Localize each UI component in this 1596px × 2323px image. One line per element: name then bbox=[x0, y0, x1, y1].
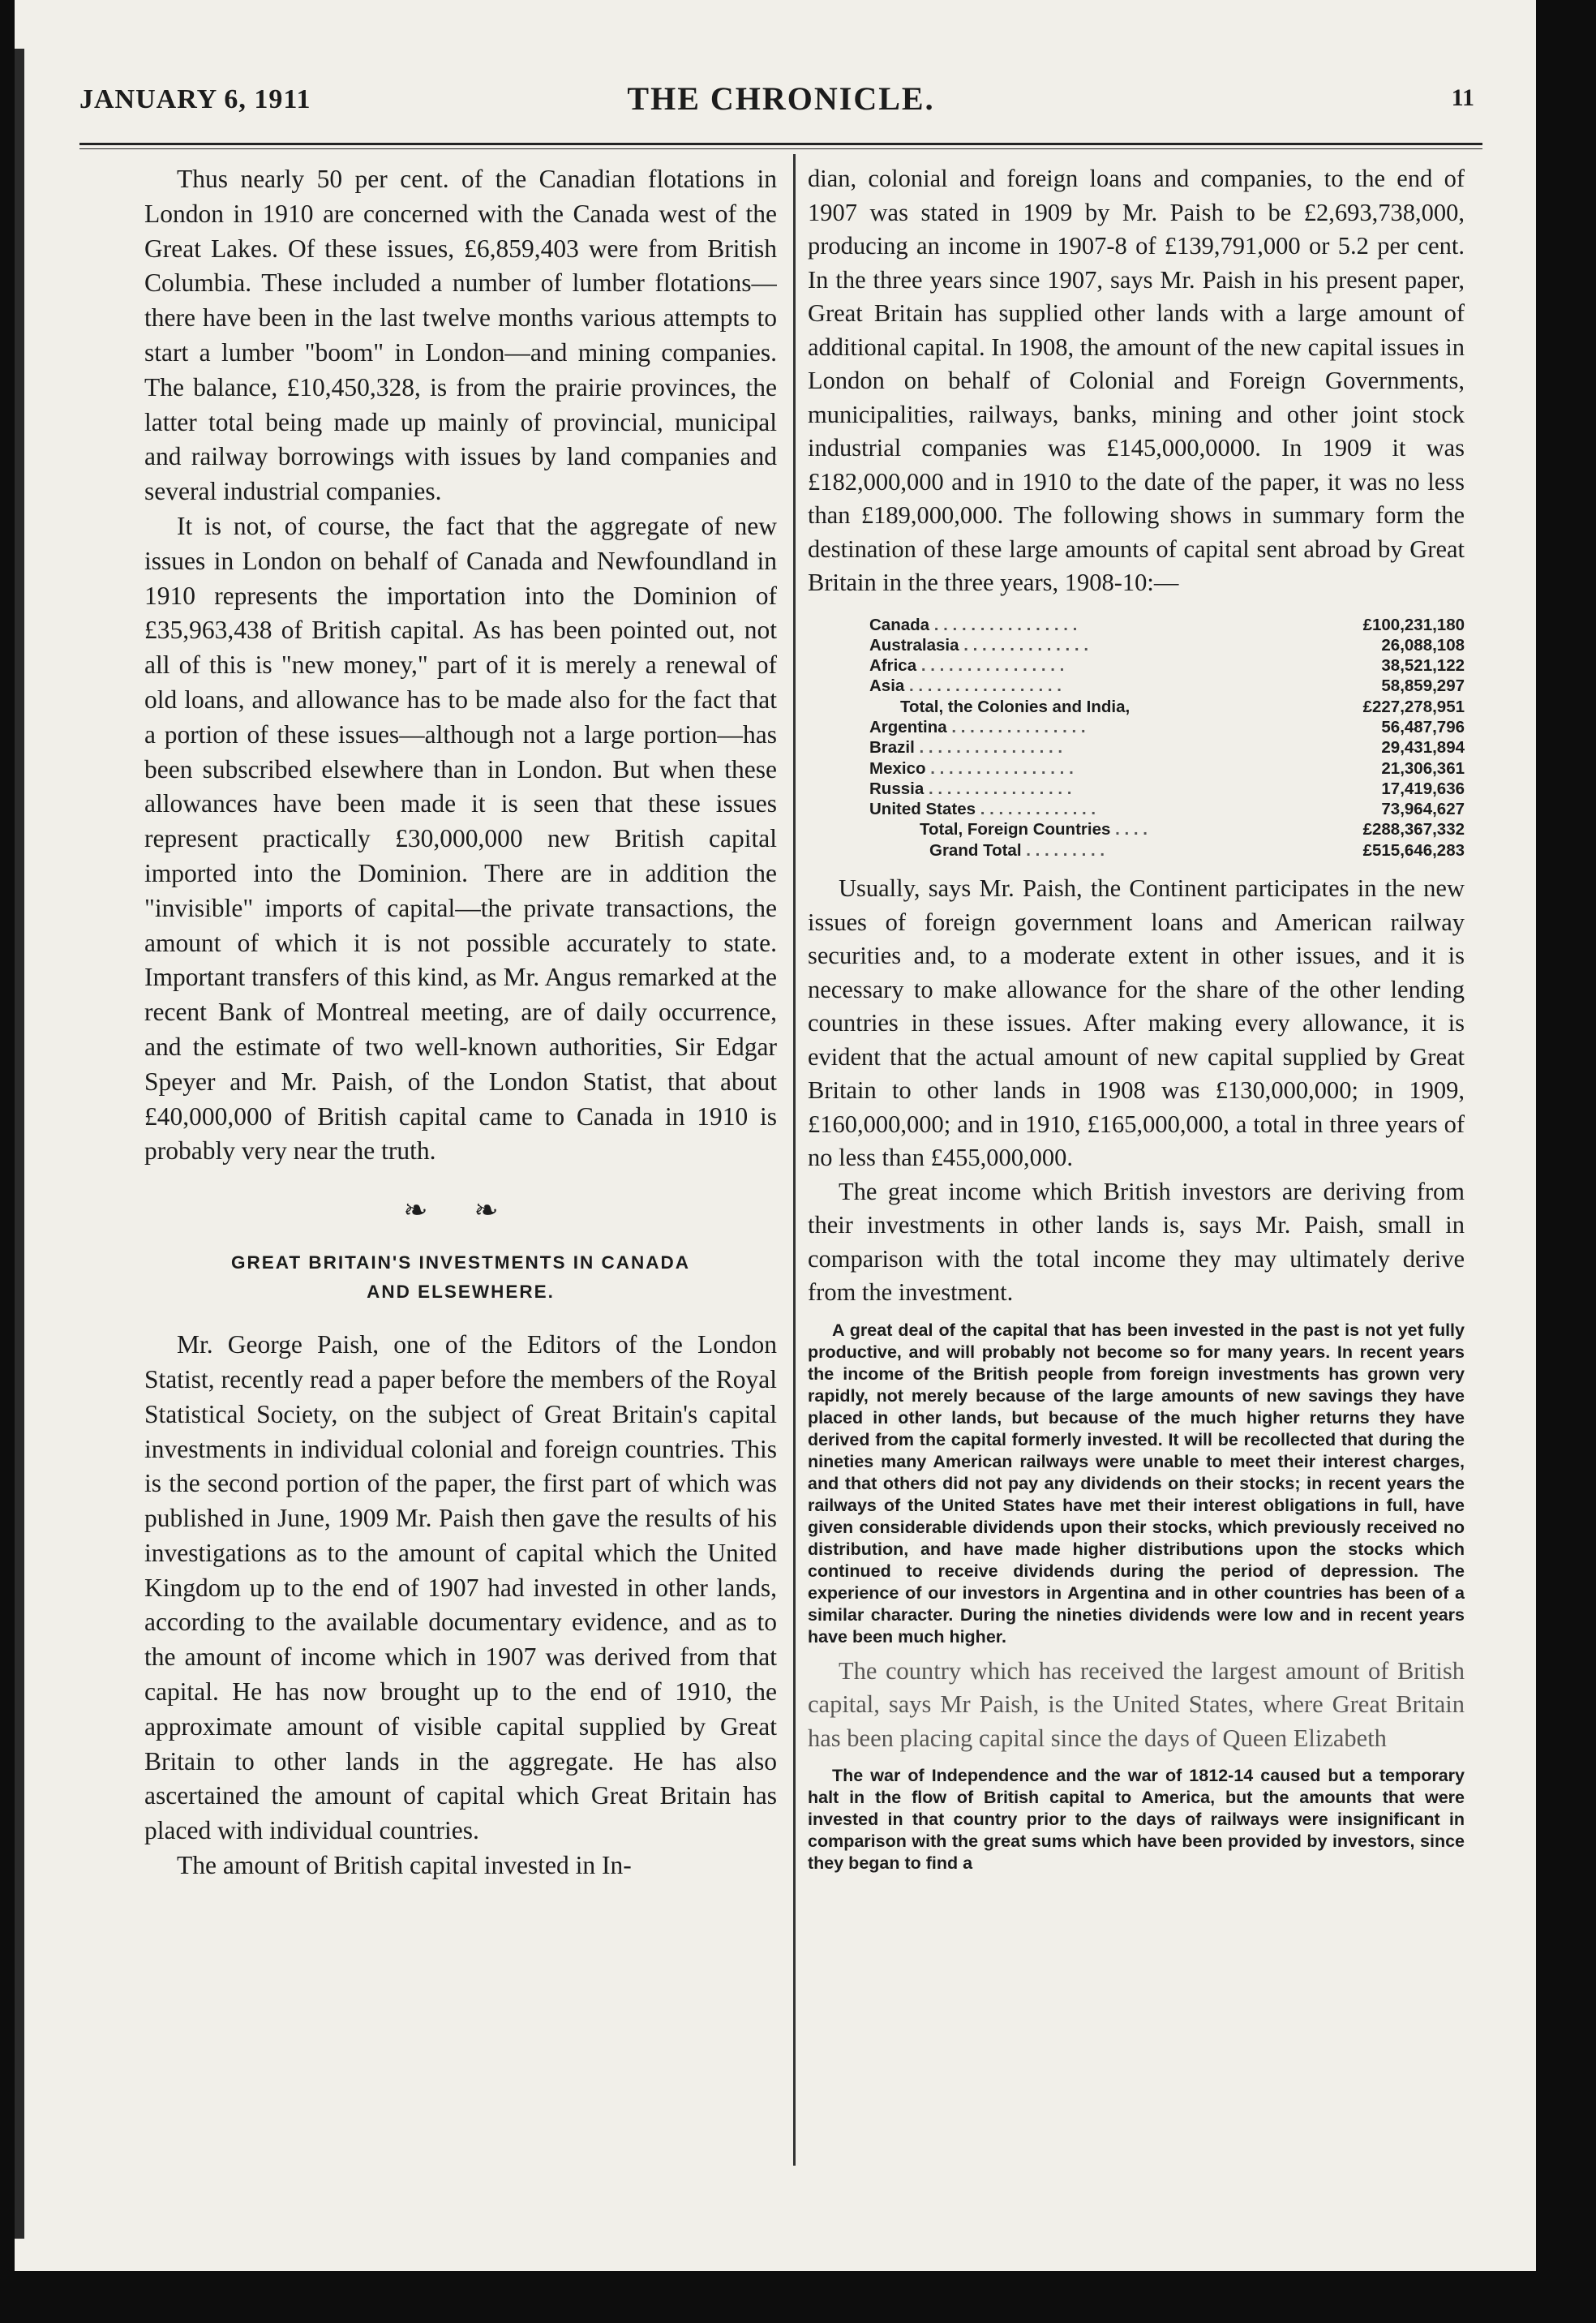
paragraph-continent-participates: Usually, says Mr. Paish, the Continent participates in the new issues of foreign government loans and American railway securities and, to a moderate extent in other issues, and it is necessary to make allowance for the share of the other lending countries in these issues. After making every allowance, it is evident that the actual amount of new capital supplied by Great Britain to other lands in 1908 was £130,000,000; in 1909, £160,000,000; and in 1910, £165,000,000, a total in three years of no less than £455,000,000. bbox=[808, 874, 1465, 1172]
table-row bbox=[869, 655, 1465, 676]
table-row-leader: . . . . . . . . . . . . . bbox=[980, 800, 1096, 819]
paragraph-united-states: The country which has received the largest amount of British capital, says Mr Paish, is the United States, where Great Britain has been placing capital since the days of Queen Elizabeth bbox=[808, 1656, 1465, 1752]
table-row-leader: . . . . . . . . . . . . . . . . bbox=[919, 738, 1063, 758]
table-row-leader: . . . . . . . . . . . . . . . . bbox=[930, 758, 1074, 778]
table-row-value: 56,487,796 bbox=[1381, 717, 1465, 736]
table-row bbox=[869, 676, 1465, 696]
table-row bbox=[869, 758, 1465, 779]
left-column bbox=[144, 162, 777, 1883]
newspaper-page bbox=[15, 0, 1536, 2271]
table-row-label: Grand Total bbox=[929, 840, 1022, 860]
table-row-leader: . . . . . . . . . . . . . . bbox=[963, 635, 1089, 655]
table-row-value: £515,646,283 bbox=[1362, 840, 1465, 860]
table-row-value: 73,964,627 bbox=[1381, 800, 1465, 819]
table-row-value: 21,306,361 bbox=[1381, 758, 1465, 778]
table-row-value: 29,431,894 bbox=[1381, 738, 1465, 758]
paragraph-george-paish: Mr. George Paish, one of the Editors of the London Statist, recently read a paper before the members of the Royal Statistical Society, on the subject of Great Britain's capital investments in individual colonial and foreign countries. This is the second portion of the paper, the first part of which was published in June, 1909 Mr. Paish then gave the results of his investigations as to the amount of capital which the United Kingdom up to the end of 1907 had invested in other lands, according to the available documentary evidence, and as to the amount of income which in 1907 was derived from that capital. He has now brought up to the end of 1910, the approximate amount of visible capital supplied by Great Britain to other lands in the aggregate. He has also ascertained the amount of capital which Great Britain has placed with individual countries. bbox=[144, 1330, 777, 1845]
table-row bbox=[869, 799, 1465, 819]
capital-destination-table bbox=[869, 615, 1465, 861]
heading-line-2: AND ELSEWHERE. bbox=[367, 1282, 555, 1303]
heading-line-1: GREAT BRITAIN'S INVESTMENTS IN CANADA bbox=[230, 1252, 691, 1273]
table-row-value: 38,521,122 bbox=[1381, 656, 1465, 676]
table-row-label: Canada bbox=[869, 615, 930, 634]
table-row-label: Argentina bbox=[869, 717, 947, 736]
table-row bbox=[869, 697, 1465, 717]
table-row-value: 26,088,108 bbox=[1381, 635, 1465, 655]
table-row-label: Total, Foreign Countries bbox=[920, 820, 1111, 839]
table-row-label: Australasia bbox=[869, 635, 959, 655]
table-row bbox=[869, 779, 1465, 799]
table-row-value: £288,367,332 bbox=[1362, 820, 1465, 839]
table-row-value: 58,859,297 bbox=[1381, 676, 1465, 696]
table-row-label: Africa bbox=[869, 656, 917, 676]
paragraph-great-income: The great income which British investors are deriving from their investments in other lands is, says Mr. Paish, small in comparison with the total income they may ultimately derive from the investment. bbox=[808, 1177, 1465, 1307]
paragraph-amount-invested: The amount of British capital invested in In- bbox=[177, 1851, 632, 1880]
table-row-label: United States bbox=[869, 800, 976, 819]
paragraph-capital-productive: A great deal of the capital that has been invested in the past is not yet fully productive, and will probably not become so for many years. In recent years the income of the British people from foreign investments has grown very rapidly, not merely because of the large amounts of new savings they have placed in other lands, but because of the much higher returns they have derived from the capital formerly invested. It will be recollected that during the nineties many American railways were unable to meet their interest charges, and that others did not pay any dividends on their stocks; in recent years the railways of the United States have met their interest obligations in full, have given considerable dividends upon their stocks, which previously received no distribution, and have made higher distributions upon the stocks which continued to receive dividends during the period of depression. The experience of our investors in Argentina and in other countries has been of a similar character. During the nineties dividends were low and in recent years have been much higher. bbox=[808, 1320, 1465, 1647]
table-row bbox=[869, 819, 1465, 839]
table-row-value: 17,419,636 bbox=[1381, 779, 1465, 798]
header-rule-thick bbox=[79, 143, 1482, 145]
table-row-leader: . . . . . . . . . . . . . . . bbox=[951, 717, 1086, 736]
table-row-label: Russia bbox=[869, 779, 925, 798]
header-rule-thin bbox=[79, 148, 1482, 149]
issue-date: JANUARY 6, 1911 bbox=[79, 84, 311, 114]
paragraph-new-issues: It is not, of course, the fact that the aggregate of new issues in London on behalf of Canada and Newfoundland in 1910 represents the importation into the Dominion of £35,963,438 of British capital. As has been pointed out, not all of this is "new money," part of it is merely a renewal of old loans, and allowance has to be made also for the fact that a portion of these issues—although not a large portion—has been subscribed elsewhere than in London. But when these allowances have been made it is seen that these issues represent practically £30,000,000 new British capital imported into the Dominion. There are in addition the "invisible" imports of capital—the private transactions, the amount of which it is not possible accurately to state. Important transfers of this kind, as Mr. Angus remarked at the recent Bank of Montreal meeting, are of daily occurrence, and the estimate of two well-known authorities, Sir Edgar Speyer and Mr. Paish, of the London Statist, that about £40,000,000 of British capital came to Canada in 1910 is probably very near the truth. bbox=[144, 511, 777, 1166]
table-row bbox=[869, 737, 1465, 758]
table-row-label: Mexico bbox=[869, 758, 926, 778]
table-row-value: £227,278,951 bbox=[1362, 697, 1465, 716]
table-row-label: Asia bbox=[869, 676, 905, 696]
table-row bbox=[869, 635, 1465, 655]
table-row bbox=[869, 717, 1465, 737]
column-divider bbox=[793, 154, 796, 2166]
right-column bbox=[808, 162, 1465, 1874]
table-row-label: Brazil bbox=[869, 738, 915, 758]
article-heading bbox=[144, 1248, 777, 1307]
paragraph-continuation: dian, colonial and foreign loans and companies, to the end of 1907 was stated in 1909 by Mr. Paish to be £2,693,738,000, producing an income in 1907-8 of £139,791,000 or 5.2 per cent. In the three years since 1907, says Mr. Paish in his present paper, Great Britain has supplied other lands with a large amount of additional capital. In 1908, the amount of the new capital issues in London on behalf of Colonial and Foreign Governments, municipalities, railways, banks, mining and other joint stock industrial companies was £145,000,0000. In 1909 it was £182,000,000 and in 1910 to the date of the paper, it was no less than £189,000,000. The following shows in summary form the destination of these large amounts of capital sent abroad by Great Britain in the three years, 1908-10:— bbox=[808, 165, 1465, 596]
table-row bbox=[869, 615, 1465, 635]
paragraph-war-of-independence: The war of Independence and the war of 1812-14 caused but a temporary halt in the flow of British capital to America, but the amounts that were invested in that country prior to the days of railways were insignificant in comparison with the great sums which have been provided by investors, since they began to find a bbox=[808, 1766, 1465, 1874]
page-number: 11 bbox=[1451, 84, 1474, 111]
table-row-leader: . . . . . . . . . . . . . . . . bbox=[933, 615, 1078, 634]
table-row-leader: . . . . . . . . . bbox=[1026, 840, 1105, 860]
paragraph-flotations: Thus nearly 50 per cent. of the Canadian flotations in London in 1910 are concerned with the Canada west of the Great Lakes. Of these issues, £6,859,403 were from British Columbia. These included a number of lumber flotations—there have been in the last twelve months various attempts to start a lumber "boom" in London—and mining companies. The balance, £10,450,328, is from the prairie provinces, the latter total being made up mainly of provincial, municipal and railway borrowings with issues by land companies and several industrial companies. bbox=[144, 165, 777, 506]
table-row-label: Total, the Colonies and India, bbox=[900, 697, 1130, 716]
table-row-leader: . . . . bbox=[1115, 820, 1148, 839]
table-row-leader: . . . . . . . . . . . . . . . . bbox=[928, 779, 1072, 798]
page-header bbox=[79, 80, 1482, 133]
page-binding-edge bbox=[15, 49, 24, 2239]
table-row bbox=[869, 840, 1465, 861]
table-row-value: £100,231,180 bbox=[1362, 615, 1465, 634]
table-row-leader: . . . . . . . . . . . . . . . . . bbox=[909, 676, 1062, 696]
section-ornament: ❧ ❧ bbox=[403, 1194, 518, 1227]
table-row-leader: . . . . . . . . . . . . . . . . bbox=[920, 656, 1065, 676]
publication-title: THE CHRONICLE. bbox=[627, 80, 935, 117]
